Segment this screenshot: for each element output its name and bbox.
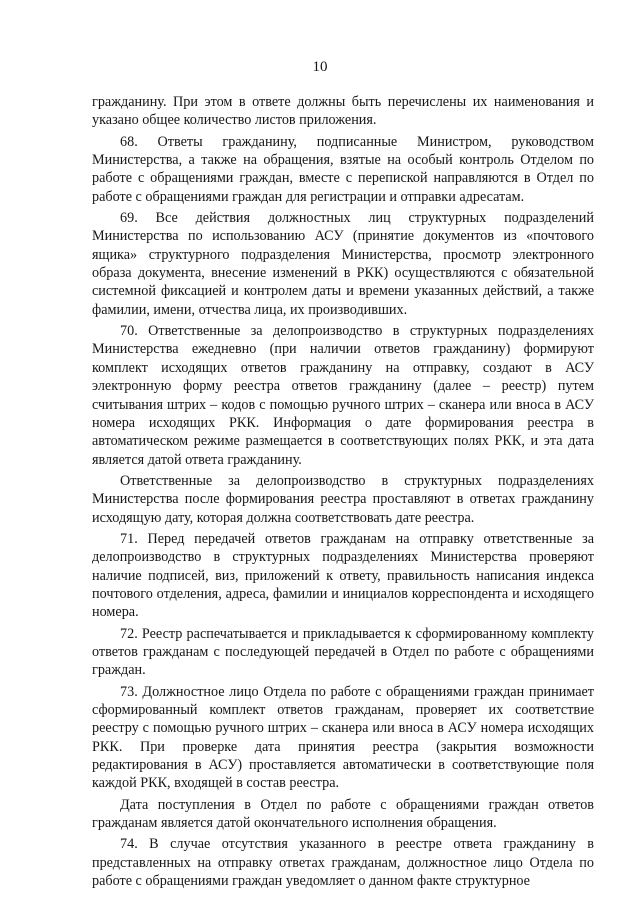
paragraph-73-continued: Дата поступления в Отдел по работе с обращениями граждан ответов гражданам является датой окончательного исполнения обращения. <box>92 796 594 832</box>
page-number: 10 <box>312 59 328 75</box>
paragraph-72: 72. Реестр распечатывается и прикладывается к сформированному комплекту ответов гражданам с последующей передачей в Отдел по работе с обращениями граждан. <box>92 625 594 679</box>
paragraph-68: 68. Ответы гражданину, подписанные Министром, руководством Министерства, а также на обращения, взятые на особый контроль Отделом по работе с обращениями граждан, вместе с перепиской направляются в Отдел по работе с обращениями граждан для регистрации и отправки адресатам. <box>92 133 594 205</box>
paragraph-70-continued: Ответственные за делопроизводство в структурных подразделениях Министерства после формирования реестра проставляют в ответах гражданину исходящую дату, которая должна соответствовать дате реестра. <box>92 472 594 526</box>
paragraph-74: 74. В случае отсутствия указанного в реестре ответа гражданину в представленных на отправку ответах гражданам, должностное лицо Отдела по работе с обращениями граждан уведомляет о данном факте структурное <box>92 836 594 890</box>
paragraph-73: 73. Должностное лицо Отдела по работе с обращениями граждан принимает сформированный комплект ответов гражданам, проверяет их соответствие реестру с помощью ручного штрих – сканера или вноса в АСУ номера исходящих РКК. При проверке дата принятия реестра (закрытия возможности редактирования в АСУ) проставляется автоматически в соответствующие поля каждой РКК, входящей в состав реестра. <box>92 683 594 792</box>
paragraph-69: 69. Все действия должностных лиц структурных подразделений Министерства по использованию АСУ (принятие документов из «почтового ящика» структурного подразделения Министерства, просмотр электронного образа документа, внесение изменений в РКК) осуществляются с обязательной системной фиксацией и контролем даты и времени указанных действий, а также фамилии, имени, отчества лица, их производивших. <box>92 210 594 318</box>
paragraph-70: 70. Ответственные за делопроизводство в структурных подразделениях Министерства ежедневно (при наличии ответов гражданину) формируют комплект исходящих ответов гражданину на отправку, создают в АСУ электронную форму реестра ответов гражданину (далее – реестр) путем считывания штрих – кодов с помощью ручного штрих – сканера или вноса в АСУ номера исходящих РКК. Информация о дате формирования реестра в автоматическом режиме размещается в соответствующих полях РКК, и эта дата является датой ответа гражданину. <box>92 323 594 468</box>
document-body <box>92 93 594 893</box>
paragraph-67-continuation: гражданину. При этом в ответе должны быть перечислены их наименования и указано общее количество листов приложения. <box>92 94 594 129</box>
paragraph-71: 71. Перед передачей ответов гражданам на отправку ответственные за делопроизводство в структурных подразделениях Министерства проверяют наличие подписей, виз, приложений к ответу, правильность написания индекса почтового отделения, адреса, фамилии и инициалов корреспондента и исходящего номера. <box>92 530 594 621</box>
